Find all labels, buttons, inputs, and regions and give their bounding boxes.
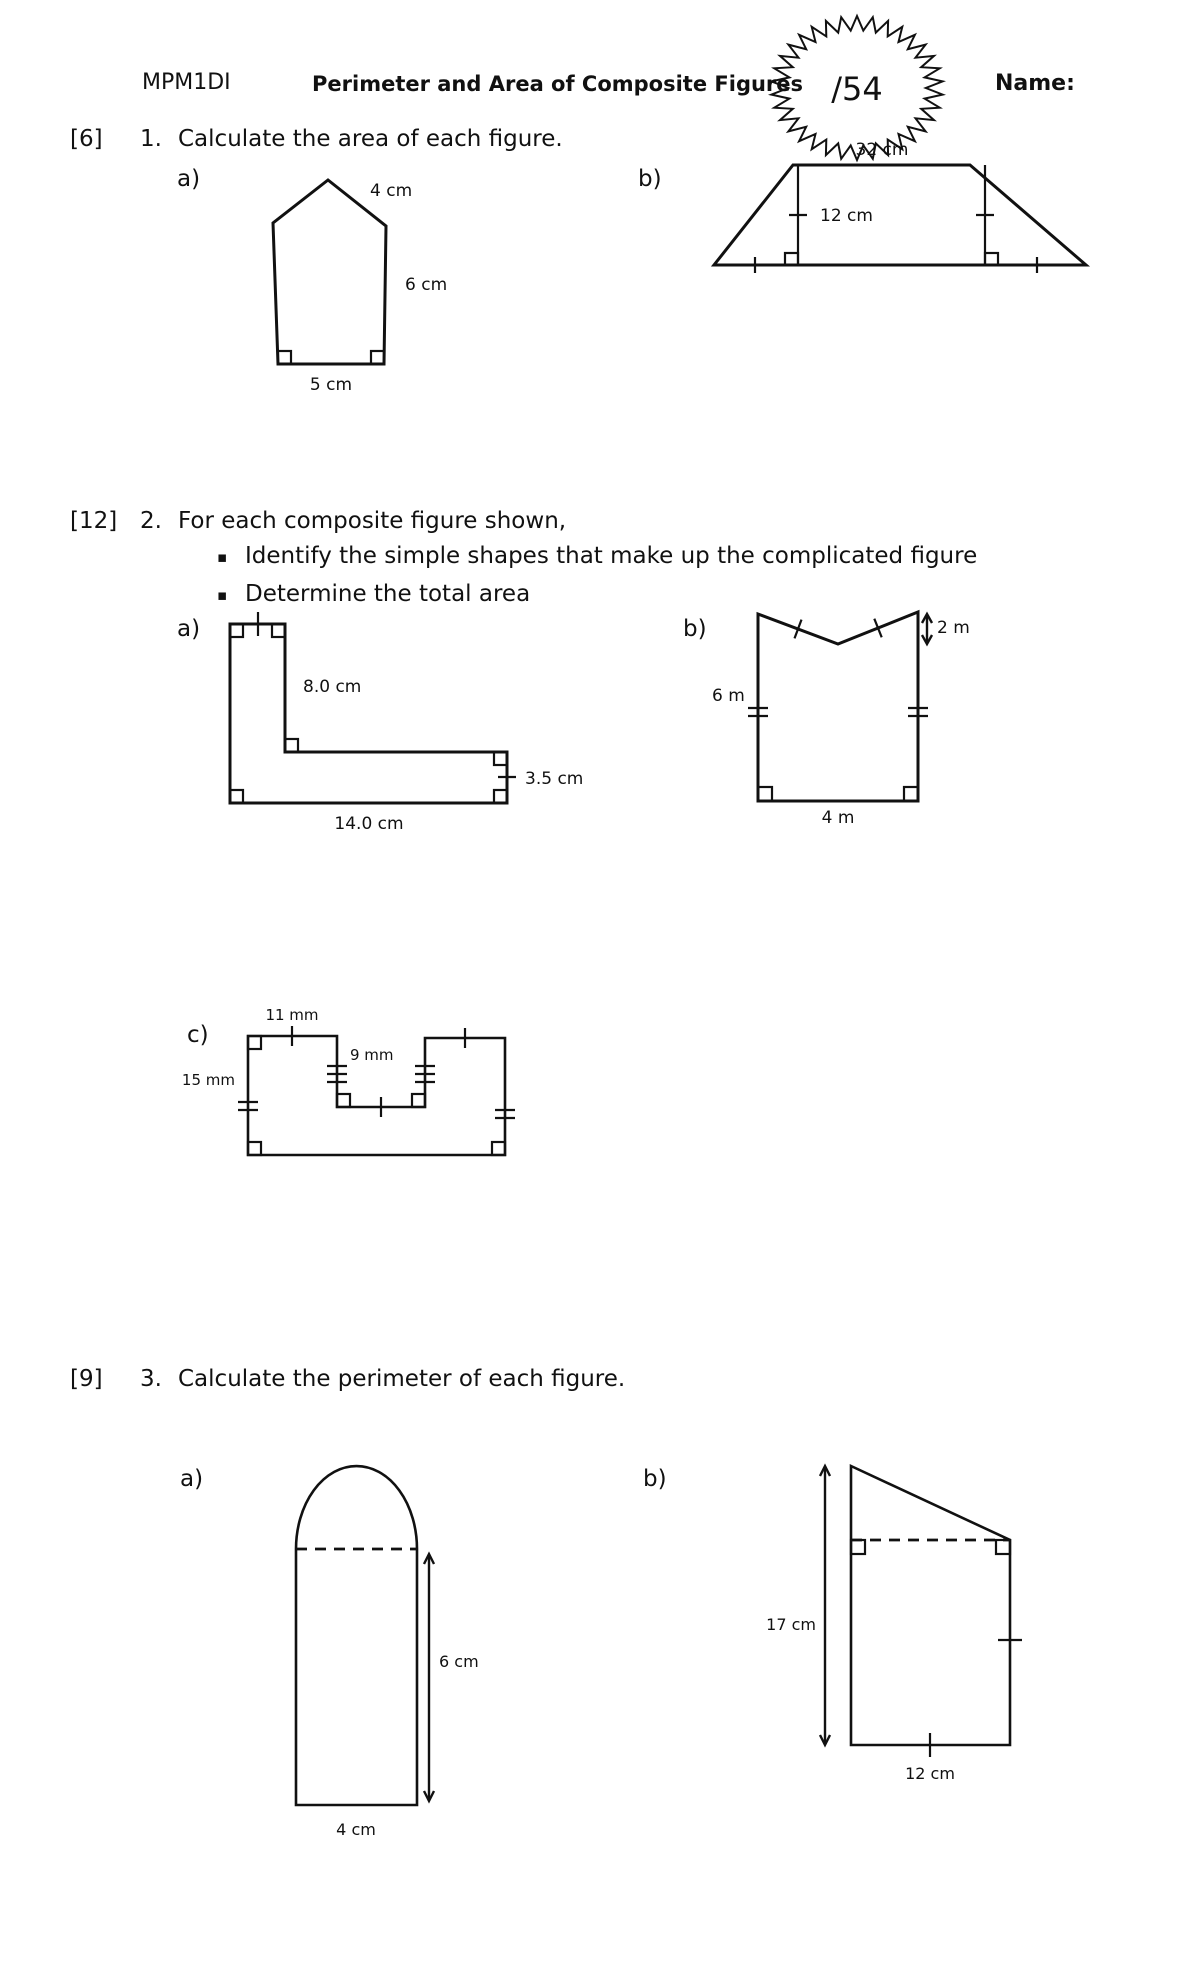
q2-number: 2.: [140, 508, 162, 534]
figure-2c: [180, 1000, 575, 1175]
q1-marks: [6]: [70, 126, 103, 152]
label-1a-base: 5 cm: [309, 375, 353, 395]
label-2c-side: 15 mm: [181, 1071, 235, 1089]
right-angle-marks: [758, 787, 918, 801]
figure-1b: [690, 130, 1110, 295]
label-3b-base: 12 cm: [905, 1764, 955, 1783]
label-2a-base: 14.0 cm: [334, 814, 404, 834]
q2-marks: [12]: [70, 508, 118, 534]
q2-bullet2-icon: ▪: [217, 586, 228, 604]
tick-marks: [748, 619, 928, 716]
q3-part-b-label: b): [643, 1466, 667, 1492]
name-label: Name:: [995, 71, 1075, 96]
figure-3b-shape: [851, 1466, 1010, 1745]
figure-2b: [700, 600, 995, 835]
q2-text: For each composite figure shown,: [178, 508, 567, 534]
figure-1b-shape: [714, 165, 1086, 265]
course-code: MPM1DI: [142, 70, 231, 95]
figure-1a-shape: [273, 180, 386, 364]
height-arrow: [424, 1554, 434, 1801]
label-2a-side: 3.5 cm: [525, 769, 584, 789]
figure-3b: [730, 1430, 1050, 1800]
right-angle-marks: [230, 624, 507, 803]
q1-number: 1.: [140, 126, 162, 152]
q3-part-a-label: a): [180, 1466, 204, 1492]
q3-number: 3.: [140, 1366, 162, 1392]
label-2c-depth: 9 mm: [350, 1046, 394, 1064]
right-angle-marks: [278, 351, 384, 364]
q2-part-a-label: a): [177, 616, 201, 642]
label-3b-height: 17 cm: [766, 1615, 816, 1634]
score-value: /54: [831, 70, 883, 108]
label-2a-height: 8.0 cm: [303, 677, 362, 697]
right-angle-marks: [785, 253, 998, 265]
label-2b-notch: 2 m: [937, 618, 970, 638]
q1-part-b-label: b): [638, 166, 662, 192]
q3-marks: [9]: [70, 1366, 103, 1392]
q2-bullet2-text: Determine the total area: [245, 581, 531, 607]
q1-text: Calculate the area of each figure.: [178, 126, 563, 152]
label-3a-base: 4 cm: [336, 1820, 376, 1839]
q2-part-c-label: c): [187, 1022, 209, 1048]
figure-2a: [215, 598, 585, 843]
label-2c-top: 11 mm: [265, 1006, 319, 1024]
label-1a-slant: 4 cm: [370, 181, 413, 201]
figure-2a-shape: [230, 624, 507, 803]
label-2b-side: 6 m: [712, 686, 745, 706]
figure-3a-shape: [296, 1466, 417, 1805]
notch-depth-arrow: [922, 614, 932, 644]
q1-part-a-label: a): [177, 166, 201, 192]
q2-bullet1-text: Identify the simple shapes that make up the complicated figure: [245, 543, 978, 569]
right-angle-marks: [851, 1540, 1010, 1554]
label-3a-height: 6 cm: [439, 1652, 479, 1671]
q3-text: Calculate the perimeter of each figure.: [178, 1366, 626, 1392]
q2-part-b-label: b): [683, 616, 707, 642]
label-1b-top: 32 cm: [855, 140, 909, 160]
page-title: Perimeter and Area of Composite Figures: [312, 72, 804, 96]
figure-3a: [280, 1445, 515, 1865]
tick-marks: [238, 1026, 515, 1118]
q2-bullet1-icon: ▪: [217, 548, 228, 566]
tick-marks: [930, 1640, 1022, 1757]
figure-1a: [250, 160, 480, 410]
figure-2b-shape: [758, 612, 918, 801]
label-1a-side: 6 cm: [405, 275, 448, 295]
height-arrow: [820, 1466, 830, 1745]
label-1b-height: 12 cm: [820, 206, 873, 226]
label-2b-base: 4 m: [821, 808, 855, 828]
